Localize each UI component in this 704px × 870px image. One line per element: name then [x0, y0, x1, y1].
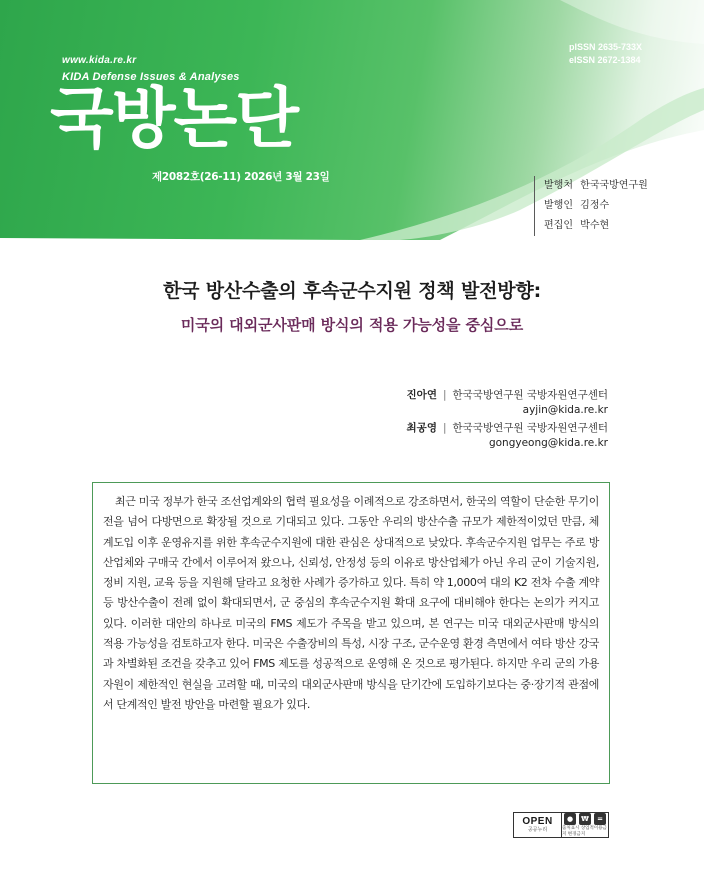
issn-block	[569, 41, 642, 67]
no-commercial-icon: ₩	[579, 813, 591, 825]
open-license-badge[interactable]	[513, 812, 609, 838]
author-affiliation: 한국국방연구원 국방자원연구센터	[452, 389, 608, 401]
author-entry	[407, 388, 608, 418]
masthead-title: 국방논단	[50, 80, 298, 157]
authors-block	[407, 388, 608, 454]
eissn: eISSN 2672-1384	[568, 55, 641, 65]
series-name: KIDA Defense Issues & Analyses	[62, 71, 240, 83]
abstract-text: 최근 미국 정부가 한국 조선업계와의 협력 필요성을 이례적으로 강조하면서, 한국의 역할이 단순한 무기이전을 넘어 다방면으로 확장될 것으로 기대되고 있다. 그동안 우리의 방산수출 규모가 제한적이었던 만큼, 체계도입 이후 운영유지를 위한 후속군수지원에 대한 관심은 상대적으로 낮았다. 후속군수지원 업무는 주로 방산업체와 구매국 간에서 이루어져 왔으나, 신뢰성, 안정성 등의 이유로 방산업체가 아닌 우리 군이 기술지원, 정비 지원, 교육 등을 지원해 달라고 요청한 사례가 증가하고 있다. 특히 약 1,000여 대의 K2 전차 수출 계약 등 방산수출이 전례 없이 확대되면서, 군 중심의 후속군수지원 확대 요구에 대비해야 한다는 논의가 커지고 있다. 이러한 대안의 하나로 미국의 FMS 제도가 주목을 받고 있으며, 본 연구는 미국 대외군사판매 방식의 적용 가능성을 검토하고자 한다. 미국은 수출장비의 특성, 시장 구조, 군수운영 환경 측면에서 여타 방산 강국과 차별화된 조건을 갖추고 있어 FMS 제도를 성공적으로 운영해 온 것으로 평가된다. 하지만 우리 군의 가용 자원이 제한적인 현실을 고려할 때, 미국의 대외군사판매 방식을 단기간에 도입하기보다는 중·장기적 관점에서 단계적인 발전 방안을 마련할 필요가 있다.	[103, 495, 599, 711]
author-separator: |	[442, 422, 447, 434]
issuer-row	[544, 196, 674, 216]
author-separator: |	[442, 389, 447, 401]
author-name: 최공영	[406, 422, 437, 434]
issuer-label: 발행인	[544, 200, 573, 211]
author-affiliation: 한국국방연구원 국방자원연구센터	[452, 422, 608, 434]
author-email[interactable]: gongyeong@kida.re.kr	[488, 437, 608, 449]
issue-number-date: 제2082호(26-11) 2026년 3월 23일	[152, 171, 330, 183]
site-url[interactable]: www.kida.re.kr	[62, 55, 137, 66]
license-type-label: 출처표시 상업적이용금지 변경금지	[562, 825, 607, 837]
abstract-box	[92, 482, 610, 784]
article-subtitle: 미국의 대외군사판매 방식의 적용 가능성을 중심으로	[180, 316, 524, 334]
open-label: OPEN	[522, 816, 553, 827]
article-title: 한국 방산수출의 후속군수지원 정책 발전방향:	[163, 280, 541, 302]
pissn: pISSN 2635-733X	[568, 42, 642, 52]
author-name: 진아연	[406, 389, 437, 401]
publisher-label: 발행처	[544, 180, 573, 191]
publication-info	[534, 176, 674, 236]
editor-value: 박수현	[580, 220, 610, 231]
publisher-value: 한국국방연구원	[580, 180, 648, 191]
license-type	[562, 813, 608, 837]
editor-row	[544, 216, 674, 236]
open-logo	[514, 813, 562, 837]
publisher-row	[544, 176, 674, 196]
attribution-icon: ●	[564, 813, 576, 825]
author-email[interactable]: ayjin@kida.re.kr	[522, 404, 608, 416]
issuer-value: 김정수	[580, 200, 610, 211]
editor-label: 편집인	[544, 220, 573, 231]
open-sub-label: 공공누리	[527, 827, 548, 833]
no-derivatives-icon: =	[594, 813, 606, 825]
author-entry	[407, 421, 608, 451]
